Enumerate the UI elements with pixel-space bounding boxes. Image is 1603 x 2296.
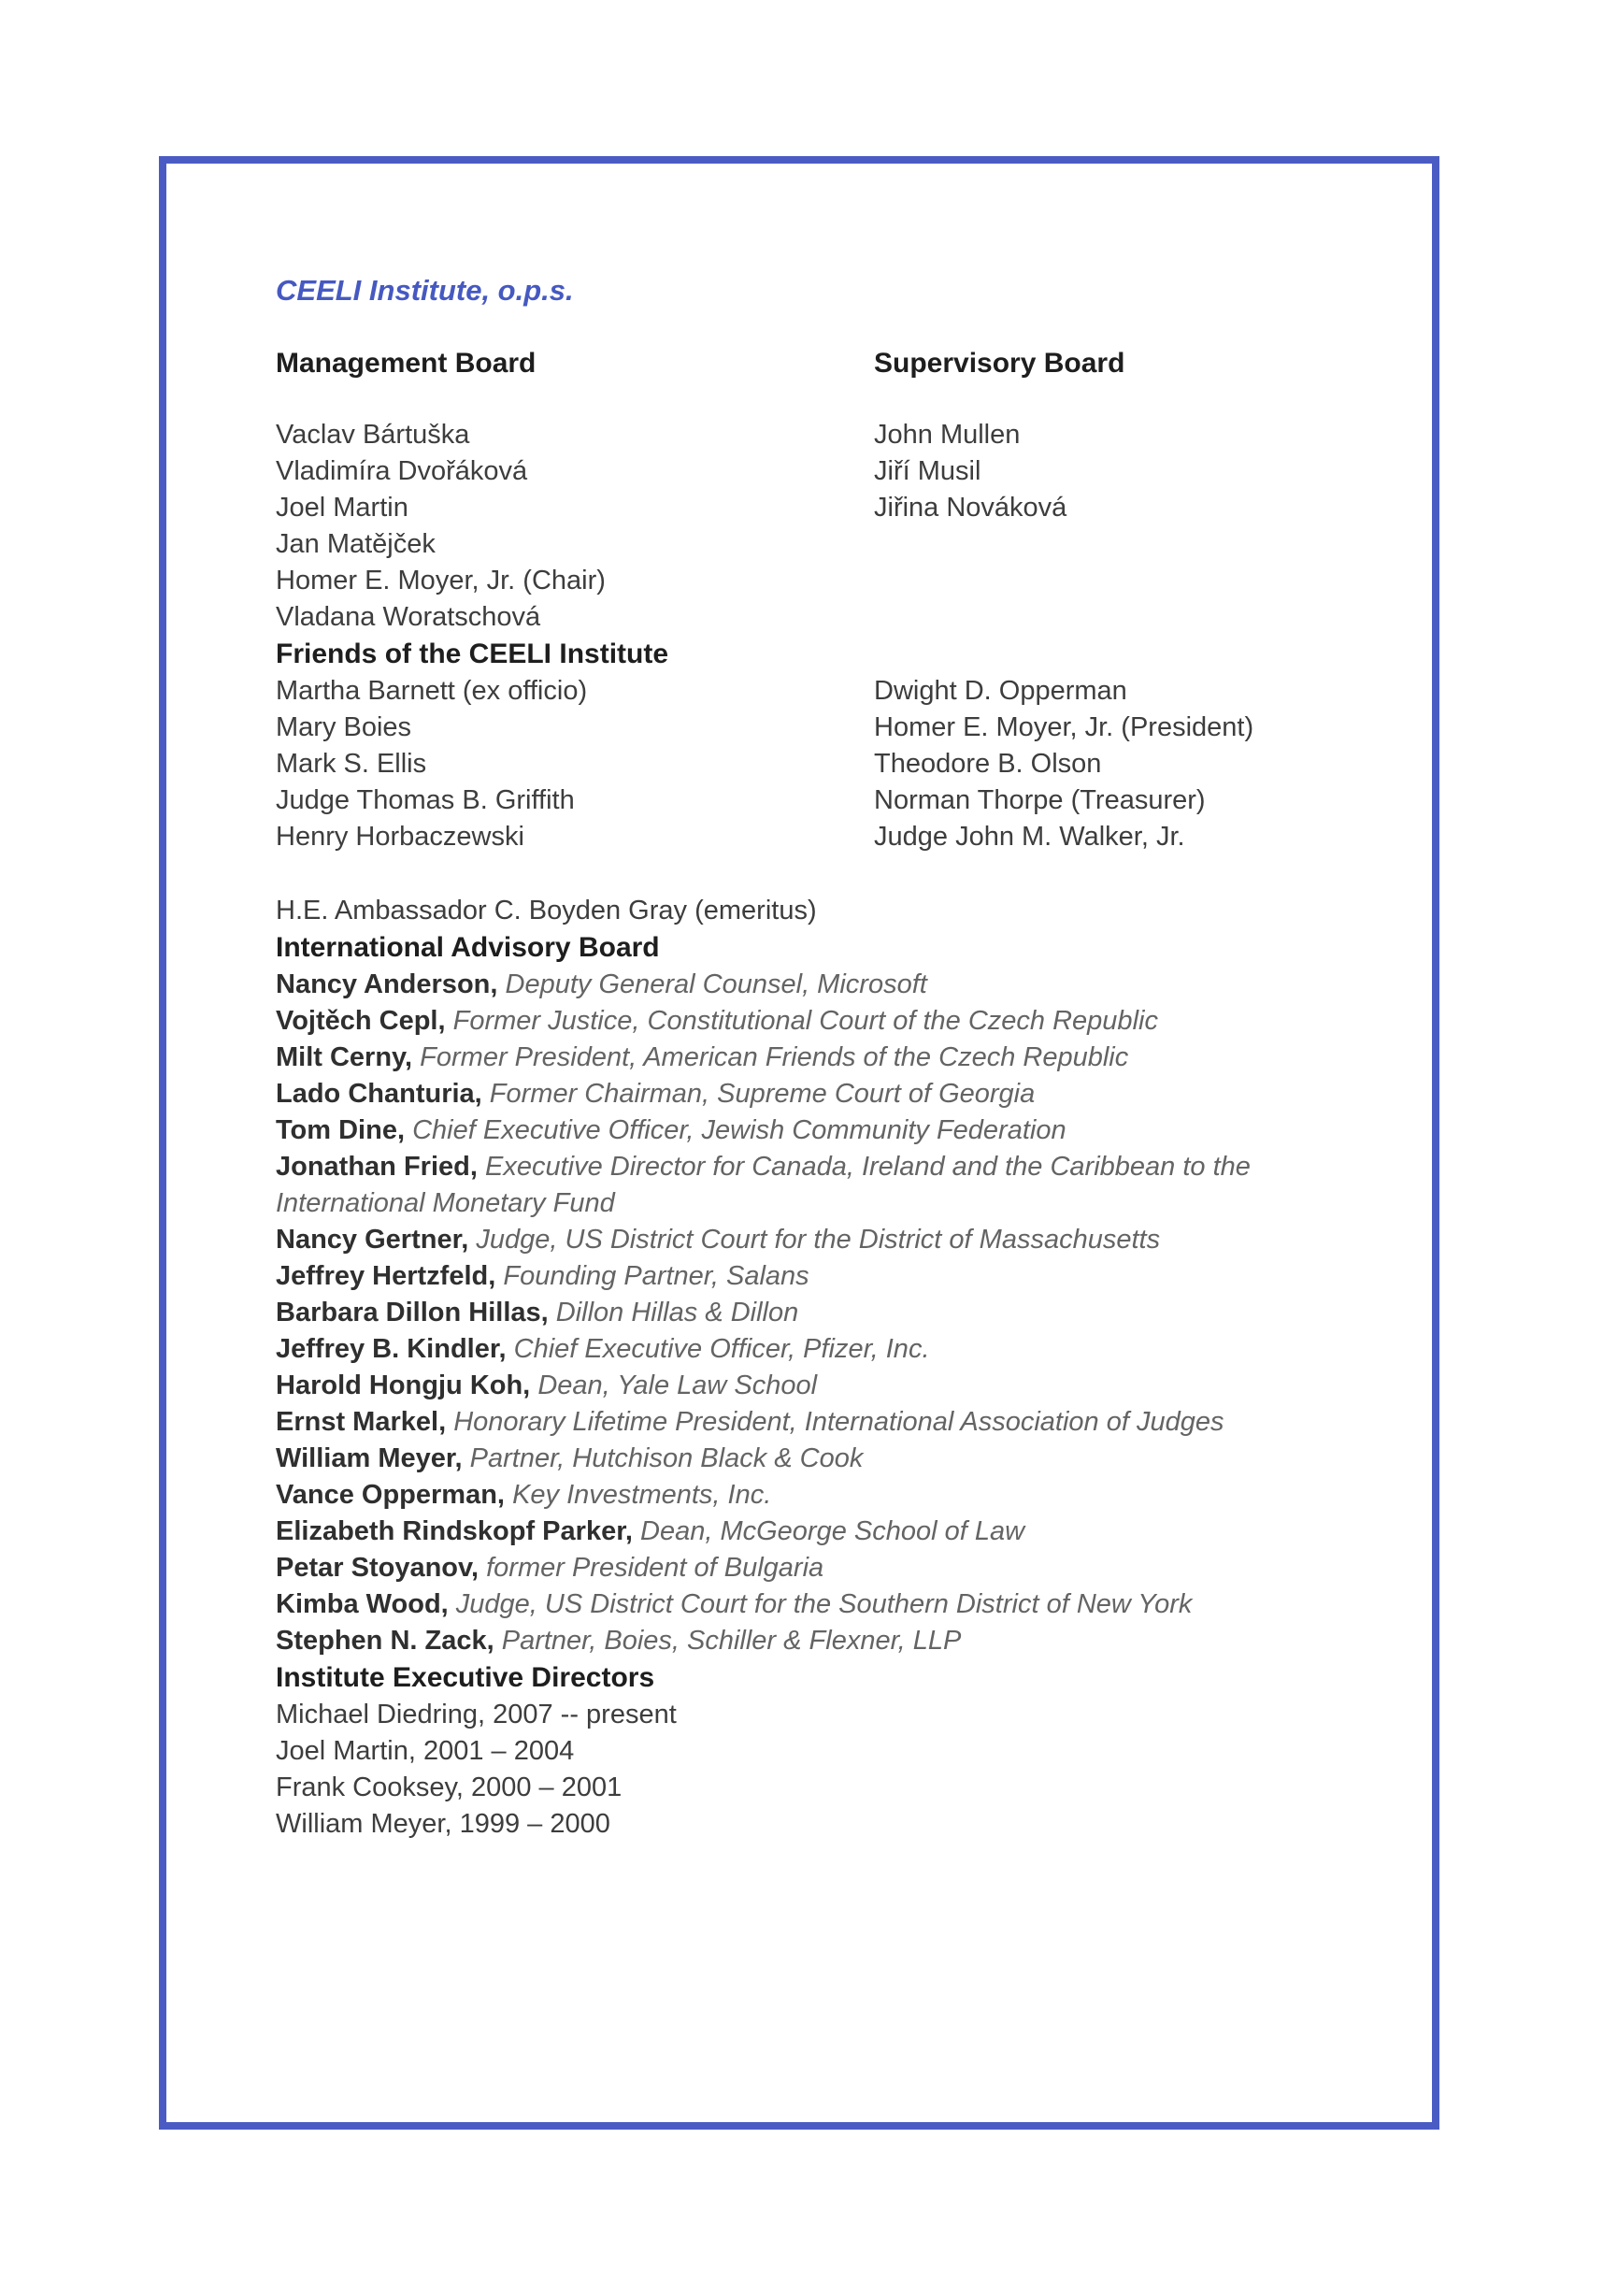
member-name: Judge Thomas B. Griffith	[276, 785, 575, 815]
advisory-member	[276, 1477, 1374, 1514]
section-heading-advisory: International Advisory Board	[276, 932, 660, 963]
member-name: Nancy Anderson,	[276, 969, 498, 999]
member-name: Stephen N. Zack,	[276, 1626, 494, 1656]
section-heading-supervisory-board: Supervisory Board	[874, 348, 1125, 379]
member-name: Jiří Musil	[874, 456, 981, 486]
executive-directors-list	[276, 1697, 1376, 1843]
member-name: Vladimíra Dvořáková	[276, 456, 528, 486]
member-name: Norman Thorpe (Treasurer)	[874, 785, 1206, 815]
member-name: Theodore B. Olson	[874, 749, 1102, 779]
member-role: Former President, American Friends of the Czech Republic	[420, 1042, 1129, 1072]
member-name: Elizabeth Rindskopf Parker,	[276, 1516, 633, 1546]
member-name: Vladana Woratschová	[276, 602, 541, 632]
member-role: Former Justice, Constitutional Court of the Czech Republic	[452, 1006, 1158, 1036]
member-name: Dwight D. Opperman	[874, 676, 1127, 706]
advisory-member	[276, 1222, 1374, 1258]
section-heading-management-board: Management Board	[276, 348, 537, 379]
member-name: Jeffrey B. Kindler,	[276, 1334, 507, 1364]
friends-list-left	[276, 673, 874, 855]
advisory-member	[276, 1368, 1374, 1404]
member-role: Judge, US District Court for the District of Massachusetts	[476, 1225, 1161, 1255]
advisory-board-list	[276, 967, 1376, 1659]
member-name: Lado Chanturia,	[276, 1079, 482, 1109]
member-role: Partner, Hutchison Black & Cook	[469, 1443, 864, 1473]
advisory-member	[276, 1295, 1374, 1331]
director-entry: Michael Diedring, 2007 -- present	[276, 1700, 677, 1729]
member-name: Mary Boies	[276, 712, 412, 742]
member-name: Homer E. Moyer, Jr. (President)	[874, 712, 1254, 742]
director-entry: William Meyer, 1999 – 2000	[276, 1809, 610, 1839]
member-role: Deputy General Counsel, Microsoft	[505, 969, 927, 999]
director-entry: Frank Cooksey, 2000 – 2001	[276, 1772, 623, 1802]
member-name: Joel Martin	[276, 493, 408, 523]
advisory-member	[276, 1550, 1374, 1586]
member-name: John Mullen	[874, 420, 1021, 450]
advisory-member	[276, 1623, 1374, 1659]
advisory-member	[276, 967, 1374, 1003]
page-content	[166, 164, 1432, 1843]
member-role: Partner, Boies, Schiller & Flexner, LLP	[501, 1626, 962, 1656]
section-heading-directors: Institute Executive Directors	[276, 1662, 655, 1693]
advisory-member	[276, 1112, 1374, 1149]
member-role: Dean, Yale Law School	[537, 1370, 818, 1400]
board-lists-row	[276, 417, 1376, 636]
member-role: Honorary Lifetime President, International Association of Judges	[453, 1407, 1224, 1437]
member-role: Key Investments, Inc.	[512, 1480, 772, 1510]
member-name: Milt Cerny,	[276, 1042, 413, 1072]
advisory-member	[276, 1076, 1374, 1112]
member-name: Barbara Dillon Hillas,	[276, 1298, 549, 1327]
member-role: Former Chairman, Supreme Court of Georgia	[489, 1079, 1036, 1109]
member-name: Nancy Gertner,	[276, 1225, 469, 1255]
director-entry: Joel Martin, 2001 – 2004	[276, 1736, 575, 1766]
management-board-list	[276, 417, 874, 636]
member-role: Chief Executive Officer, Jewish Community Federation	[412, 1115, 1066, 1145]
advisory-member	[276, 1586, 1374, 1623]
member-role: former President of Bulgaria	[486, 1553, 824, 1583]
member-name: William Meyer,	[276, 1443, 463, 1473]
member-name: Tom Dine,	[276, 1115, 406, 1145]
member-name: Martha Barnett (ex officio)	[276, 676, 588, 706]
member-name: Mark S. Ellis	[276, 749, 427, 779]
member-role: Chief Executive Officer, Pfizer, Inc.	[513, 1334, 930, 1364]
friends-lists-row	[276, 673, 1376, 855]
member-name: Jonathan Fried,	[276, 1152, 478, 1182]
section-heading-friends: Friends of the CEELI Institute	[276, 639, 669, 669]
org-title: CEELI Institute, o.p.s.	[276, 274, 574, 307]
page-border-frame	[159, 156, 1439, 2130]
advisory-member	[276, 1514, 1374, 1550]
member-name: Homer E. Moyer, Jr. (Chair)	[276, 566, 606, 596]
member-name: Jiřina Nováková	[874, 493, 1067, 523]
advisory-member	[276, 1003, 1374, 1040]
member-name: Kimba Wood,	[276, 1589, 449, 1619]
member-role: Judge, US District Court for the Southern District of New York	[455, 1589, 1193, 1619]
supervisory-board-list	[874, 417, 1376, 636]
friends-list-right	[874, 673, 1376, 855]
member-name: Ernst Markel,	[276, 1407, 447, 1437]
emeritus-member-name: H.E. Ambassador C. Boyden Gray (emeritus)	[276, 896, 817, 926]
member-name: Judge John M. Walker, Jr.	[874, 822, 1185, 852]
member-name: Vaclav Bártuška	[276, 420, 470, 450]
member-role: Dillon Hillas & Dillon	[555, 1298, 799, 1327]
member-name: Petar Stoyanov,	[276, 1553, 479, 1583]
member-name: Harold Hongju Koh,	[276, 1370, 531, 1400]
advisory-member	[276, 1404, 1374, 1441]
member-role: Executive Director for Canada, Ireland and the Caribbean to the International Monetary Fund	[276, 1152, 1251, 1218]
advisory-member	[276, 1441, 1374, 1477]
advisory-member	[276, 1149, 1374, 1222]
board-headings-row	[276, 345, 1376, 382]
member-name: Jeffrey Hertzfeld,	[276, 1261, 496, 1291]
member-role: Dean, McGeorge School of Law	[640, 1516, 1025, 1546]
member-name: Vojtěch Cepl,	[276, 1006, 446, 1036]
member-name: Vance Opperman,	[276, 1480, 505, 1510]
advisory-member	[276, 1258, 1374, 1295]
member-role: Founding Partner, Salans	[503, 1261, 809, 1291]
advisory-member	[276, 1331, 1374, 1368]
member-name: Jan Matějček	[276, 529, 436, 559]
advisory-member	[276, 1040, 1374, 1076]
member-name: Henry Horbaczewski	[276, 822, 524, 852]
